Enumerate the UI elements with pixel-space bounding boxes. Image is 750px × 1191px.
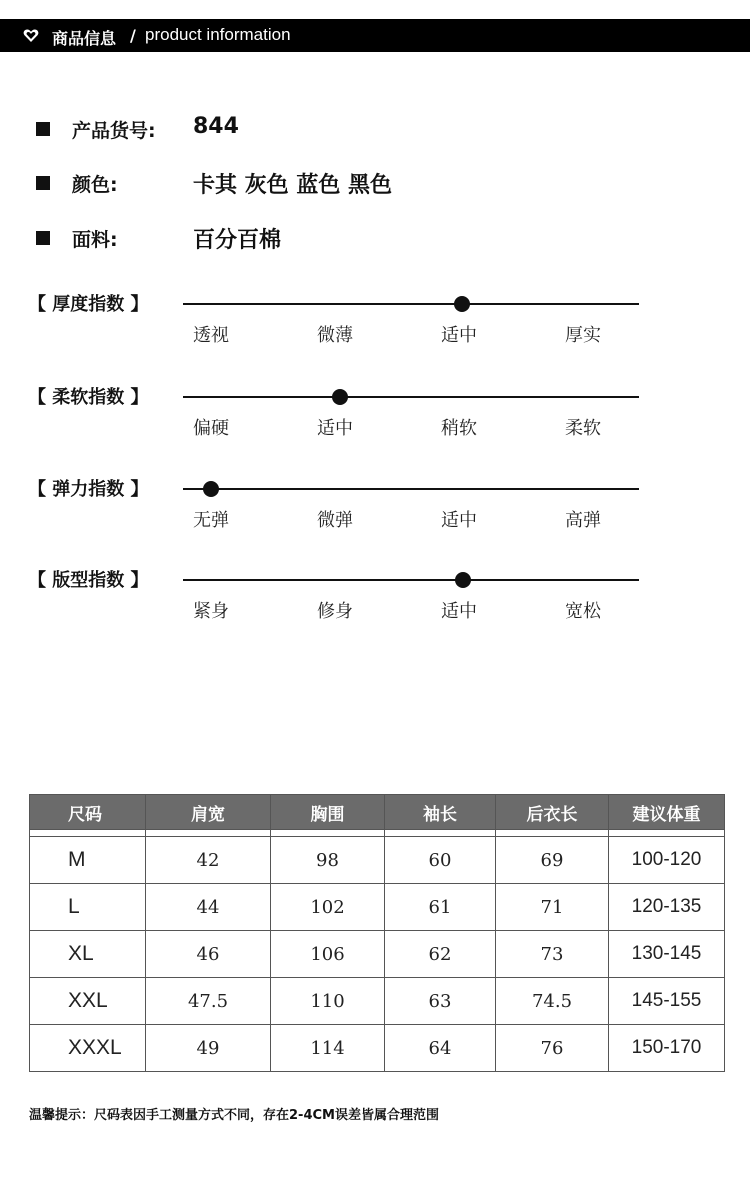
table-header-cell: 胸围 [271, 795, 385, 830]
index-option: 适中 [441, 325, 477, 346]
index-marker [332, 389, 348, 405]
index-title: 【 版型指数 】 [28, 570, 149, 591]
table-cell: 49 [146, 1025, 271, 1072]
index-option: 稍软 [441, 418, 477, 439]
thickness-index [0, 290, 750, 360]
table-cell: 63 [385, 978, 496, 1025]
table-cell: 42 [146, 837, 271, 884]
table-cell: 145-155 [609, 978, 725, 1025]
table-cell: 69 [496, 837, 609, 884]
section-header [0, 19, 750, 52]
table-row [30, 978, 725, 1025]
footnote: 温馨提示：尺码表因手工测量方式不同，存在2-4CM误差皆属合理范围 [29, 1108, 439, 1123]
table-cell: 44 [146, 884, 271, 931]
index-option: 微弹 [317, 510, 353, 531]
size-table [29, 794, 725, 1072]
index-option: 厚实 [565, 325, 601, 346]
index-option: 修身 [317, 601, 353, 622]
index-title: 【 弹力指数 】 [28, 479, 149, 500]
fit-index [0, 566, 750, 636]
heart-icon [23, 28, 39, 44]
header-title-en: product information [145, 25, 291, 44]
index-option: 高弹 [565, 510, 601, 531]
info-label: 面料: [72, 229, 118, 251]
table-cell: M [30, 837, 146, 884]
index-option: 适中 [441, 601, 477, 622]
table-header-cell: 后衣长 [496, 795, 609, 830]
table-cell: 150-170 [609, 1025, 725, 1072]
table-cell: 114 [271, 1025, 385, 1072]
table-header-cell: 建议体重 [609, 795, 725, 830]
table-cell: 74.5 [496, 978, 609, 1025]
index-option: 宽松 [565, 601, 601, 622]
table-header-cell: 尺码 [30, 795, 146, 830]
info-row-color [0, 168, 750, 198]
index-option: 偏硬 [193, 418, 229, 439]
index-option: 透视 [193, 325, 229, 346]
softness-index [0, 383, 750, 453]
table-cell: 102 [271, 884, 385, 931]
bullet-square [36, 231, 50, 245]
index-option: 适中 [441, 510, 477, 531]
table-row [30, 837, 725, 884]
table-cell: XXXL [30, 1025, 146, 1072]
table-cell: 130-145 [609, 931, 725, 978]
header-separator: / [130, 26, 136, 45]
table-spacer-row [30, 830, 725, 837]
info-label: 产品货号: [72, 120, 156, 142]
bullet-square [36, 122, 50, 136]
index-option: 适中 [317, 418, 353, 439]
elasticity-index [0, 475, 750, 545]
index-option: 柔软 [565, 418, 601, 439]
table-cell: 98 [271, 837, 385, 884]
table-row [30, 1025, 725, 1072]
header-title-zh: 商品信息 [52, 29, 117, 48]
index-marker [203, 481, 219, 497]
table-cell: 73 [496, 931, 609, 978]
index-option: 无弹 [193, 510, 229, 531]
index-scale-line [183, 396, 639, 398]
index-title: 【 柔软指数 】 [28, 387, 149, 408]
table-row [30, 884, 725, 931]
info-row-item-number [0, 114, 750, 144]
table-cell: 46 [146, 931, 271, 978]
info-value: 百分百棉 [193, 228, 282, 253]
table-row [30, 931, 725, 978]
table-header-cell: 肩宽 [146, 795, 271, 830]
table-cell: L [30, 884, 146, 931]
index-marker [455, 572, 471, 588]
table-cell: XXL [30, 978, 146, 1025]
info-value: 卡其 灰色 蓝色 黑色 [193, 173, 392, 198]
index-scale-line [183, 488, 639, 490]
info-value: 844 [193, 114, 239, 139]
index-marker [454, 296, 470, 312]
table-cell: 71 [496, 884, 609, 931]
table-cell: 62 [385, 931, 496, 978]
table-cell: XL [30, 931, 146, 978]
table-cell: 61 [385, 884, 496, 931]
table-header-cell: 袖长 [385, 795, 496, 830]
table-cell: 60 [385, 837, 496, 884]
table-header-row [30, 795, 725, 830]
index-option: 微薄 [317, 325, 353, 346]
table-cell: 47.5 [146, 978, 271, 1025]
table-cell: 120-135 [609, 884, 725, 931]
table-cell: 110 [271, 978, 385, 1025]
table-cell: 106 [271, 931, 385, 978]
table-cell: 76 [496, 1025, 609, 1072]
table-cell: 64 [385, 1025, 496, 1072]
index-scale-line [183, 303, 639, 305]
index-scale-line [183, 579, 639, 581]
index-option: 紧身 [193, 601, 229, 622]
index-title: 【 厚度指数 】 [28, 294, 149, 315]
info-label: 颜色: [72, 174, 118, 196]
info-row-fabric [0, 223, 750, 253]
table-cell: 100-120 [609, 837, 725, 884]
bullet-square [36, 176, 50, 190]
